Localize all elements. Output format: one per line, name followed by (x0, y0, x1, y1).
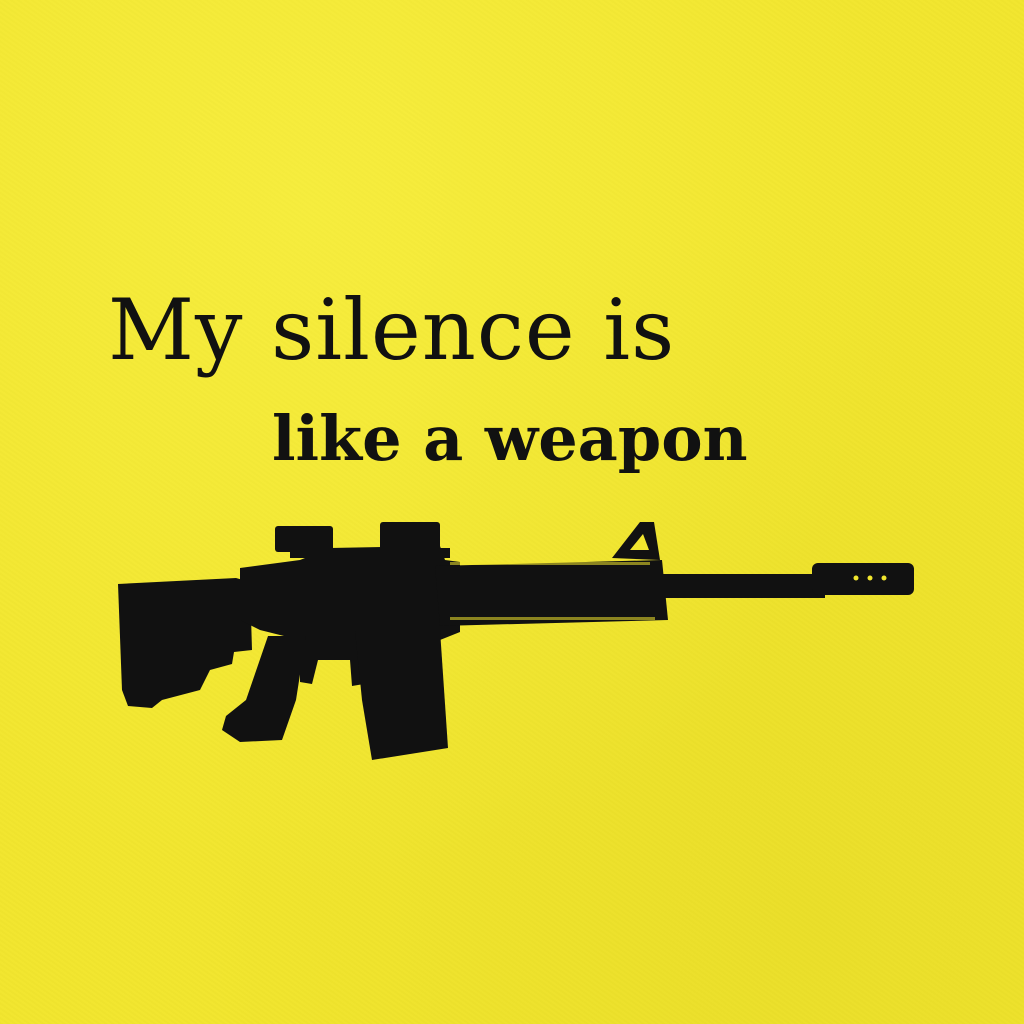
quote-line-2: like a weapon (272, 402, 748, 475)
quote-line-1: My silence is (108, 281, 676, 379)
